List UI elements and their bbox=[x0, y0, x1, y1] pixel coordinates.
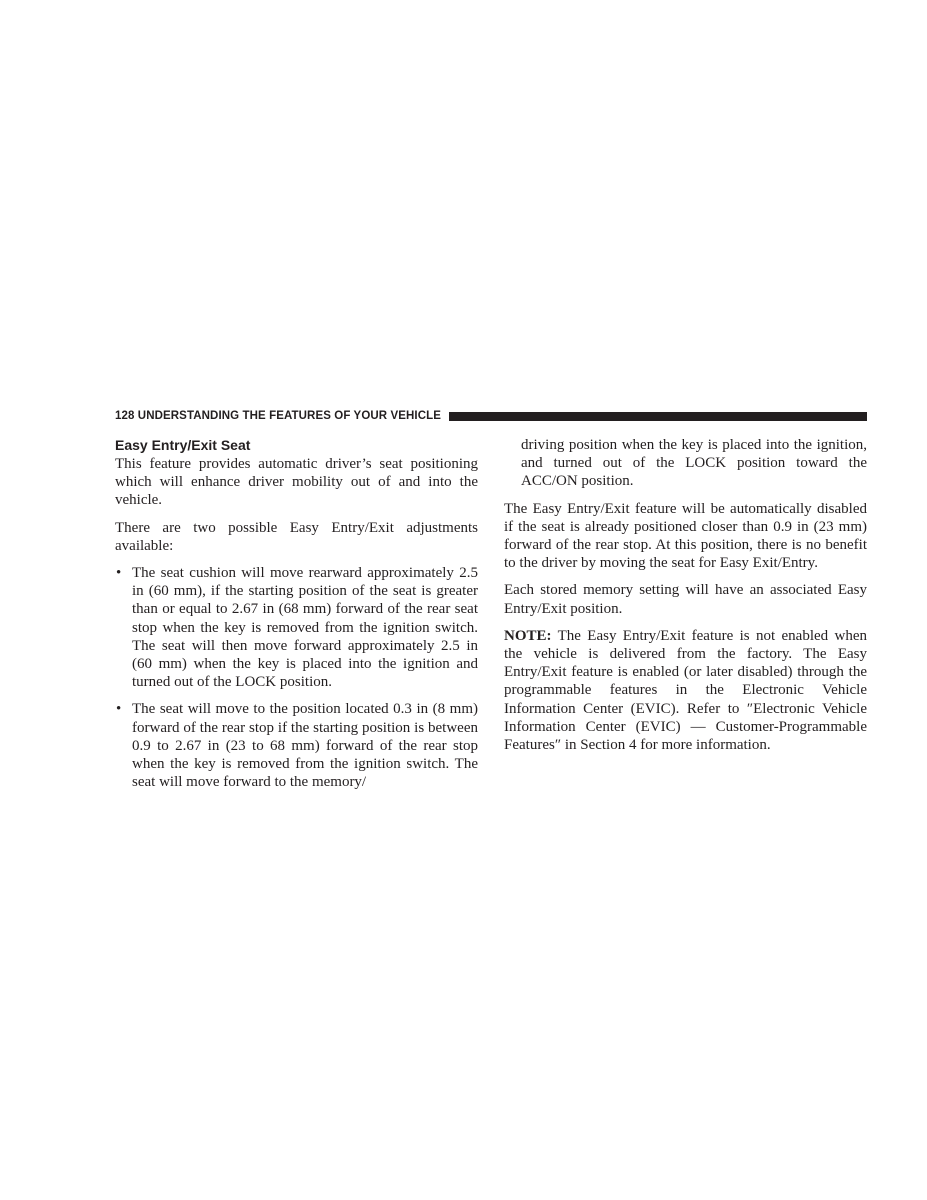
bullet-text: The seat cushion will move rearward approximately 2.5 in (60 mm), if the starting position of the seat is greater than or equal to 2.67 in (68 mm) forward of the rear seat stop when the key is removed from the ignition switch. The seat will then move forward approximately 2.5 in (60 mm) when the key is placed into the ignition and turned out of the LOCK position. bbox=[132, 565, 478, 691]
running-title: UNDERSTANDING THE FEATURES OF YOUR VEHICLE bbox=[137, 410, 442, 422]
note-label: NOTE: bbox=[504, 627, 552, 644]
memory-paragraph: Each stored memory setting will have an associated Easy Entry/Exit position. bbox=[504, 582, 867, 617]
section-heading: Easy Entry/Exit Seat bbox=[115, 437, 251, 453]
note-paragraph bbox=[504, 627, 867, 754]
list-item bbox=[115, 564, 478, 691]
left-column bbox=[115, 436, 478, 800]
adjustments-list bbox=[115, 564, 478, 791]
disabled-paragraph: The Easy Entry/Exit feature will be automatically disabled if the seat is already positioned closer than 0.9 in (23 mm) forward of the rear stop. At this position, there is no benefit to the driver by moving the seat for Easy Exit/Entry. bbox=[504, 500, 867, 572]
header-title-line bbox=[115, 410, 441, 422]
list-item bbox=[115, 700, 478, 791]
bullet-continuation: driving position when the key is placed into the ignition, and turned out of the LOCK position toward the ACC/ON position. bbox=[521, 437, 867, 490]
adjustments-intro: There are two possible Easy Entry/Exit adjustments available: bbox=[115, 519, 478, 554]
right-column bbox=[504, 436, 867, 763]
note-text: The Easy Entry/Exit feature is not enabled when the vehicle is delivered from the factory. The Easy Entry/Exit feature is enabled (or later disabled) through the programmable features in the Electronic Vehicle Information Center (EVIC). Refer to ″Electronic Vehicle Information Center (EVIC) — Customer-Programmable Features″ in Section 4 for more information. bbox=[504, 627, 867, 754]
bullet-icon: • bbox=[116, 565, 122, 582]
bullet-icon: • bbox=[116, 701, 122, 718]
page-header bbox=[115, 408, 867, 424]
intro-paragraph: This feature provides automatic driver’s seat positioning which will enhance driver mobility out of and into the vehicle. bbox=[115, 456, 478, 509]
page-number: 128 bbox=[115, 410, 135, 422]
header-rule bbox=[449, 412, 867, 421]
bullet-text: The seat will move to the position located 0.3 in (8 mm) forward of the rear stop if the starting position is between 0.9 to 2.67 in (23 to 68 mm) forward of the rear stop when the key is removed from the ignition switch. The seat will move forward to the memory/ bbox=[132, 701, 478, 791]
